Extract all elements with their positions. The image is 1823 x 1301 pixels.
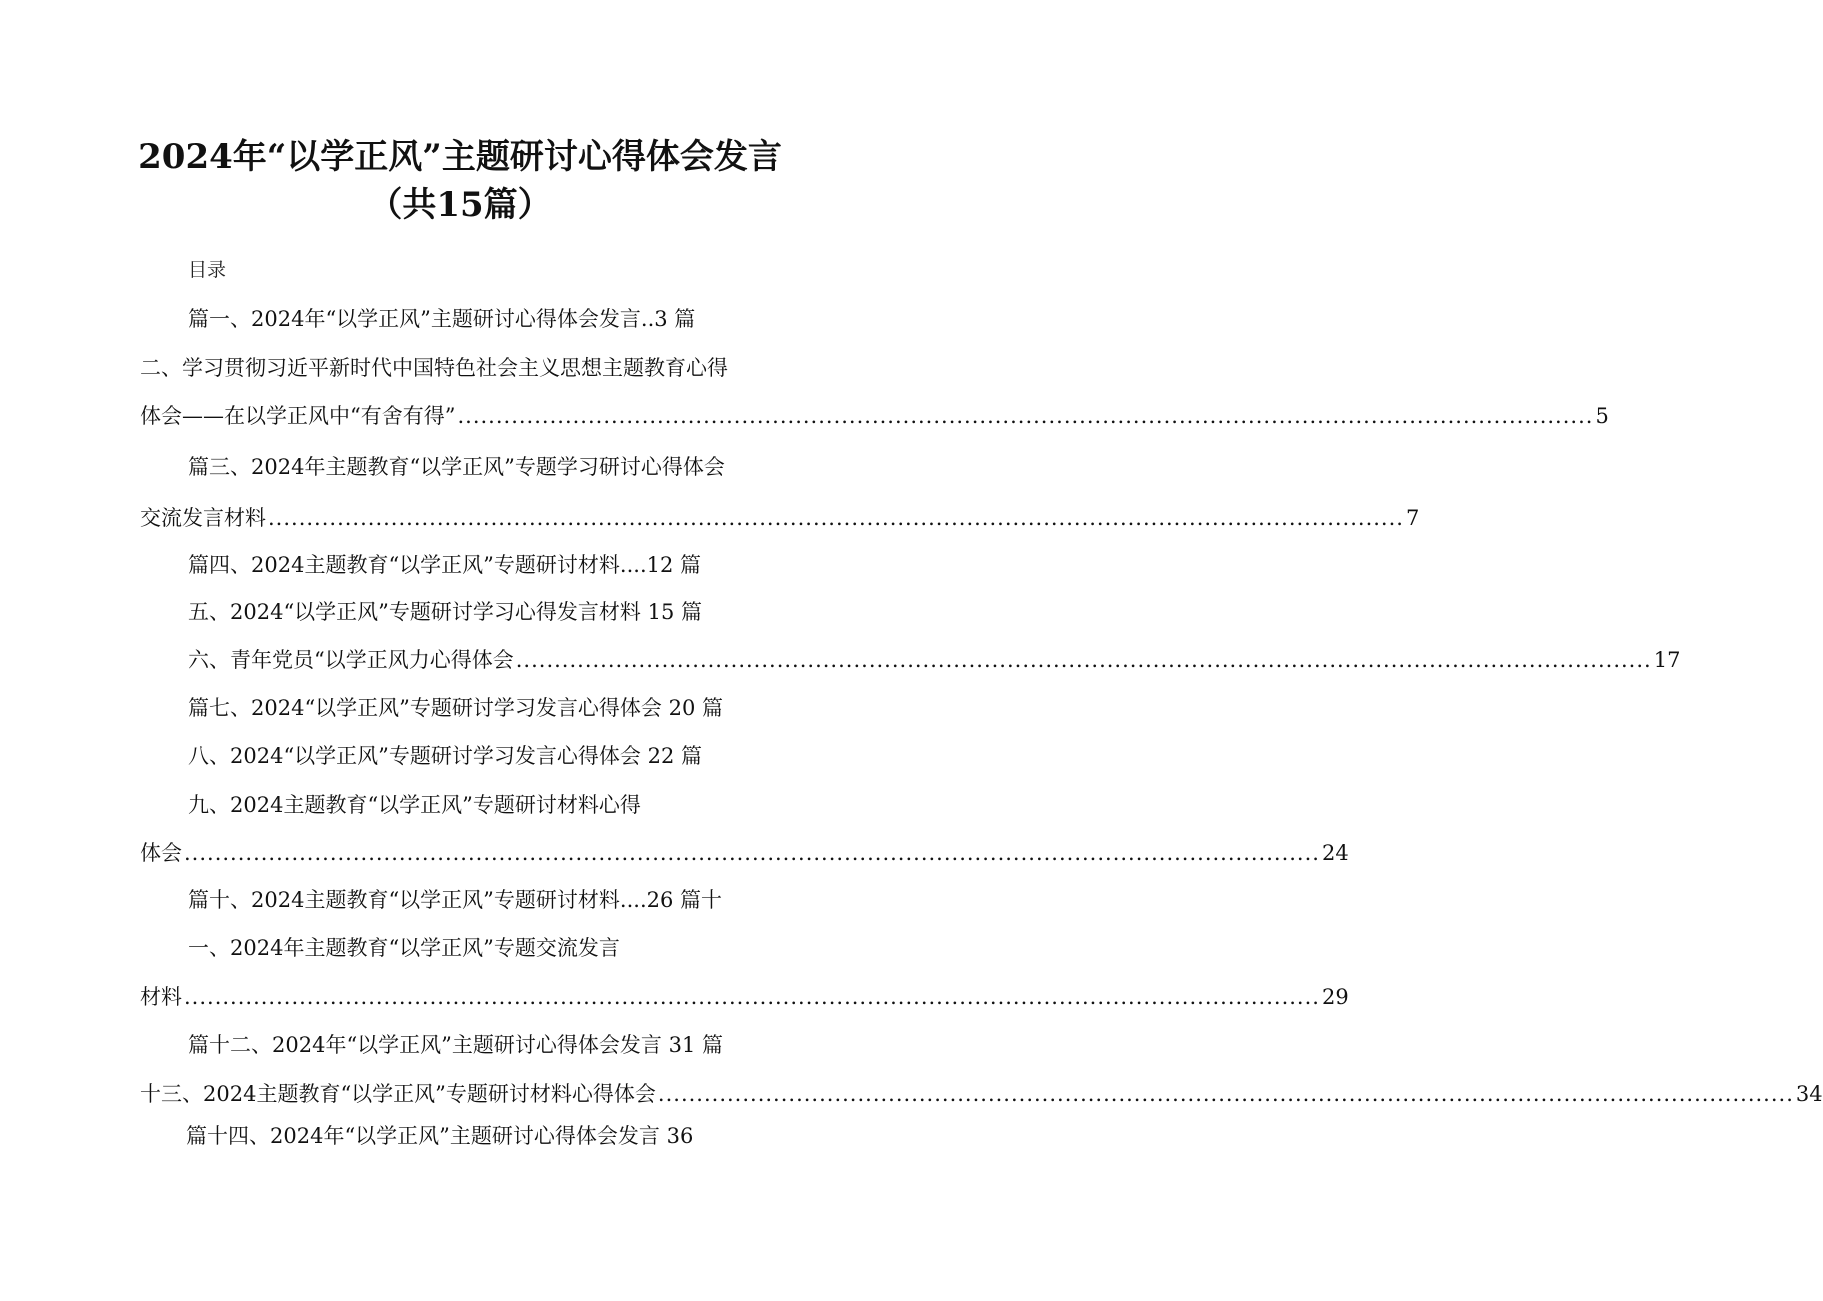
toc-page-number: 17	[1653, 648, 1681, 672]
document-title-line2: （共15篇）	[368, 185, 552, 225]
toc-entry-text: 篇一、2024年“以学正风”主题研讨心得体会发言..3 篇	[188, 307, 696, 331]
toc-page-number: 7	[1405, 506, 1420, 530]
toc-entry-text: 十三、2024主题教育“以学正风”专题研讨材料心得体会	[140, 1082, 656, 1106]
toc-line	[140, 503, 1420, 533]
toc-entry-text: 六、青年党员“以学正风力心得体会	[188, 648, 514, 672]
toc-entry-text: 八、2024“以学正风”专题研讨学习发言心得体会 22 篇	[188, 744, 702, 768]
toc-line	[140, 401, 1609, 431]
toc-page-number: 24	[1321, 841, 1349, 865]
toc-page-number: 29	[1321, 985, 1349, 1009]
toc-line	[188, 790, 788, 820]
toc-leader-dots: ....................................................................................................................................................	[268, 506, 1404, 530]
toc-line	[188, 885, 798, 915]
toc-heading: 目录	[188, 259, 227, 281]
toc-line	[140, 1079, 1823, 1109]
toc-line	[186, 1121, 796, 1151]
toc-line	[188, 741, 788, 771]
toc-entry-text: 五、2024“以学正风”专题研讨学习心得发言材料 15 篇	[188, 600, 702, 624]
toc-line	[188, 693, 798, 723]
toc-line	[188, 597, 788, 627]
toc-line	[188, 550, 788, 580]
toc-line	[140, 982, 1349, 1012]
toc-entry-text: 二、学习贯彻习近平新时代中国特色社会主义思想主题教育心得	[140, 356, 728, 380]
toc-line	[140, 353, 800, 383]
toc-entry-text: 材料	[140, 985, 182, 1009]
toc-leader-dots: ....................................................................................................................................................	[457, 404, 1594, 428]
toc-page-number: 34	[1795, 1082, 1823, 1106]
toc-line	[188, 452, 808, 482]
toc-entry-text: 交流发言材料	[140, 506, 266, 530]
toc-line	[140, 838, 1349, 868]
toc-line	[188, 645, 1681, 675]
toc-entry-text: 体会	[140, 841, 182, 865]
toc-entry-text: 篇十、2024主题教育“以学正风”专题研讨材料....26 篇十	[188, 888, 723, 912]
toc-entry-text: 篇七、2024“以学正风”专题研讨学习发言心得体会 20 篇	[188, 696, 723, 720]
toc-entry-text: 篇十二、2024年“以学正风”主题研讨心得体会发言 31 篇	[188, 1033, 723, 1057]
toc-entry-text: 体会——在以学正风中“有舍有得”	[140, 404, 456, 428]
toc-line	[188, 933, 788, 963]
toc-entry-text: 篇十四、2024年“以学正风”主题研讨心得体会发言 36	[186, 1124, 694, 1148]
document-title-line1: 2024年“以学正风”主题研讨心得体会发言	[138, 137, 782, 177]
toc-entry-text: 一、2024年主题教育“以学正风”专题交流发言	[188, 936, 620, 960]
toc-leader-dots: ....................................................................................................................................................	[184, 985, 1320, 1009]
toc-entry-text: 九、2024主题教育“以学正风”专题研讨材料心得	[188, 793, 641, 817]
toc-leader-dots: ....................................................................................................................................................	[184, 841, 1320, 865]
toc-line	[188, 304, 788, 334]
toc-page-number: 5	[1595, 404, 1609, 428]
toc-entry-text: 篇三、2024年主题教育“以学正风”专题学习研讨心得体会	[188, 455, 725, 479]
toc-leader-dots: ....................................................................................................................................................	[657, 1082, 1794, 1106]
toc-line	[188, 1030, 798, 1060]
toc-leader-dots: ....................................................................................................................................................	[515, 648, 1652, 672]
toc-entry-text: 篇四、2024主题教育“以学正风”专题研讨材料....12 篇	[188, 553, 702, 577]
